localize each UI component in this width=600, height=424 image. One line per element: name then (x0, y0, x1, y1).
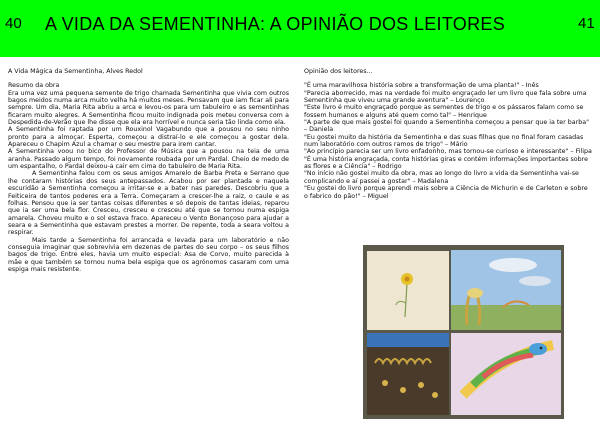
reader-quote: "Eu gostei do livro porque aprendi mais sobre a Ciência de Michurin e de Carleton e sobre o fabrico do pão!" – Miguel (304, 185, 588, 200)
summary-paragraph-5: Mais tarde a Sementinha foi arrancada e levada para um laboratório e não conseguia imaginar que sobrevivia em dezenas de partes do seu corpo – os seus filhos bagos de trigo. Entre eles, havia um muito especial: Asa de Corvo, muito parecida à mãe e que também se tornou numa bela espiga que os agrónomos casaram com uma espiga mais resistente. (8, 236, 289, 273)
wheat-field-drawing (451, 250, 561, 330)
reader-quote: "Este livro é muito engraçado porque as sementes de trigo e os pássaros falam como se fossem humanos e alguns até quem como tal" – Henrique (304, 104, 584, 119)
bird-drawing (451, 333, 561, 415)
summary-column (8, 68, 289, 273)
page-title: A VIDA DA SEMENTINHA: A OPINIÃO DOS LEITORES (45, 14, 506, 34)
reader-quote: "É uma maravilhosa história sobre a transformação de uma planta!" - Inês (304, 82, 539, 90)
drawings-image (363, 245, 564, 419)
page-header (0, 0, 600, 57)
page-number-left: 40 (5, 15, 22, 32)
summary-paragraph-3: A Sementinha voou no bico do Professor de Música que a pousou na teia de uma aranha. Passado algum tempo, foi novamente roubada por um Pardal. Cheio de medo de um espantalho, o Pardal deixou-a cair em cima do tabuleiro de Maria Rita. (8, 148, 289, 171)
reader-quote: "Ao princípio parecia ser um livro enfadonho, mas tornou-se curioso e interessante" – Filipa (304, 148, 592, 156)
opinions-column (304, 68, 592, 200)
summary-paragraph-4: A Sementinha falou com os seus amigos Amarelo de Barba Preta e Serrano que lhe contaram histórias dos seus antepassados. Acabou por ser plantada e naquela escuridão a Sementinha começou a irritar-se e a bater nas paredes. Descobriu que a Feiticeira de tantos poderes era a Terra. Começaram a crescer-lhe a raiz, o caule e as folhas. Pensou que ia ser tantas coisas diferentes e só depois de tantas ideias, reparou que ia ser uma bela flor. Cresceu, cresceu e cresceu até que se tornou numa espiga amarela. Choveu muito e o sol estava fraco. Apareceu o Vento Bonançoso para ajudar a seara e a Sementinha que estavam prestes a morrer. De repente, toda a seara voltou a respirar. (8, 170, 289, 237)
soil-seeds-drawing (367, 333, 449, 415)
opinions-heading: Opinião dos leitores... (304, 68, 373, 75)
page-number-right: 41 (578, 15, 595, 32)
book-title: A Vida Mágica da Sementinha, Alves Redol (8, 68, 143, 75)
summary-heading: Resumo da obra (8, 82, 60, 90)
reader-quote: "Parecia aborrecido, mas na verdade foi muito engraçado ler um livro que fala sobre uma Sementinha que viveu uma grande aventura" – Lourenço (304, 89, 587, 105)
reader-quote: "Eu gostei muito da história da Sementinha e das suas filhas que no final foram casadas num laboratório com outros ramos de trigo" – Mário (304, 133, 584, 149)
reader-quote: "No início não gostei muito da obra, mas ao longo do livro a vida da Sementinha vai-se complicando e aí passei a gostar" – Madalena (304, 170, 579, 185)
reader-quote: "É uma história engraçada, conta histórias giras e contém informações importantes sobre as flores e a Ciência" – Rodrigo (304, 155, 588, 171)
flower-drawing (367, 251, 449, 330)
summary-paragraph-2: A Sementinha foi raptada por um Rouxinol Vagabundo que a pousou no seu ninho pronto para a almoçar. Esperta, começou a distraí-lo e ele começou a gostar dela. Apareceu o Chapim Azul a chamar o seu mestre para irem cantar. (8, 126, 289, 149)
summary-paragraph-1: Era uma vez uma pequena semente de trigo chamada Sementinha que vivia com outros bagos meidos numa arca muito velha há muitos meses. Pensavam que iam ficar ali para sempre. Um dia, Maria Rita abriu a arca e levou-os para um tabuleiro e as sementinhas ficaram muito alegres. A Sementinha ficou muito indignada pois meteu conversa com a Despedida-de-Verão que lhe disse que ela era horrível e nunca seria tão linda como ela. (8, 89, 289, 127)
reader-quote: "A parte de que mais gostei foi quando a Sementinha começou a pensar que ia ter barba" – Daniela (304, 119, 589, 134)
childrens-drawings-photo (363, 245, 564, 419)
